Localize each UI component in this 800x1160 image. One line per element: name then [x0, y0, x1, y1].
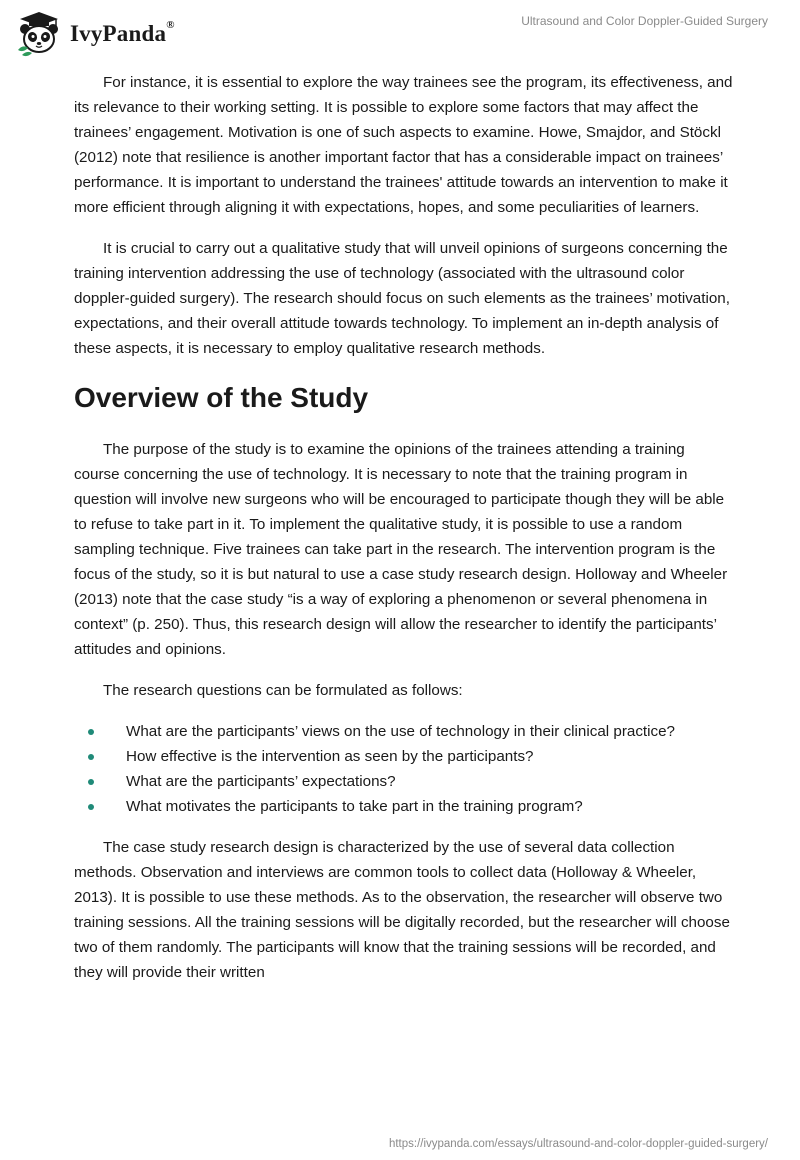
list-item: How effective is the intervention as seen by the participants?	[74, 744, 734, 769]
paragraph: For instance, it is essential to explore the way trainees see the program, its effectiveness, and its relevance to their working setting. It is possible to explore some factors that may affect the trainees’ engagement. Motivation is one of such aspects to examine. Howe, Smajdor, and Stöckl (2012) note that resilience is another important factor that has a considerable impact on trainees’ performance. It is important to understand the trainees' attitude towards an intervention to make it more efficient through aligning it with expectations, hopes, and some peculiarities of learners.	[74, 74, 733, 216]
list-item: What are the participants’ views on the use of technology in their clinical practice?	[74, 719, 734, 744]
bullet-icon	[88, 754, 94, 760]
paragraph: The research questions can be formulated as follows:	[103, 682, 463, 699]
list-item: What are the participants’ expectations?	[74, 769, 734, 794]
paragraph: It is crucial to carry out a qualitative study that will unveil opinions of surgeons concerning the training intervention addressing the use of technology (associated with the ultrasound color doppler-guided surgery). The research should focus on such elements as the trainees’ motivation, expectations, and their overall attitude towards technology. To implement an in-depth analysis of these aspects, it is necessary to employ qualitative research methods.	[74, 240, 730, 357]
source-url[interactable]: https://ivypanda.com/essays/ultrasound-and-color-doppler-guided-surgery/	[388, 1138, 768, 1150]
essay-content	[74, 70, 734, 1001]
panda-graduate-icon	[14, 8, 64, 58]
paragraph: The purpose of the study is to examine the opinions of the trainees attending a training course concerning the use of technology. It is necessary to note that the training program in question will involve new surgeons who will be encouraged to participate though they will be able to refuse to take part in it. To implement the qualitative study, it is possible to use a random sampling technique. Five trainees can take part in the research. The intervention program is the focus of the study, so it is but natural to use a case study research design. Holloway and Wheeler (2013) note that the case study “is a way of exploring a phenomenon or several phenomena in context” (p. 250). Thus, this research design will allow the researcher to identify the participants’ attitudes and opinions.	[74, 441, 728, 658]
section-heading: Overview of the Study	[74, 382, 369, 413]
bullet-icon	[88, 779, 94, 785]
research-questions-list	[74, 719, 734, 819]
ivypanda-logo[interactable]	[14, 8, 175, 58]
bullet-icon	[88, 729, 94, 735]
page-header	[0, 0, 800, 70]
list-item: What motivates the participants to take part in the training program?	[74, 794, 734, 819]
document-title: Ultrasound and Color Doppler-Guided Surgery	[521, 14, 768, 28]
paragraph: The case study research design is characterized by the use of several data collection methods. Observation and interviews are common tools to collect data (Holloway & Wheeler, 2013). It is possible to use these methods. As to the observation, the researcher will observe two training sessions. All the training sessions will be digitally recorded, but the researcher will choose two of them randomly. The participants will know that the training sessions will be recorded, and they will provide their written	[74, 839, 730, 981]
bullet-icon	[88, 804, 94, 810]
brand-name: IvyPanda®	[70, 19, 175, 46]
